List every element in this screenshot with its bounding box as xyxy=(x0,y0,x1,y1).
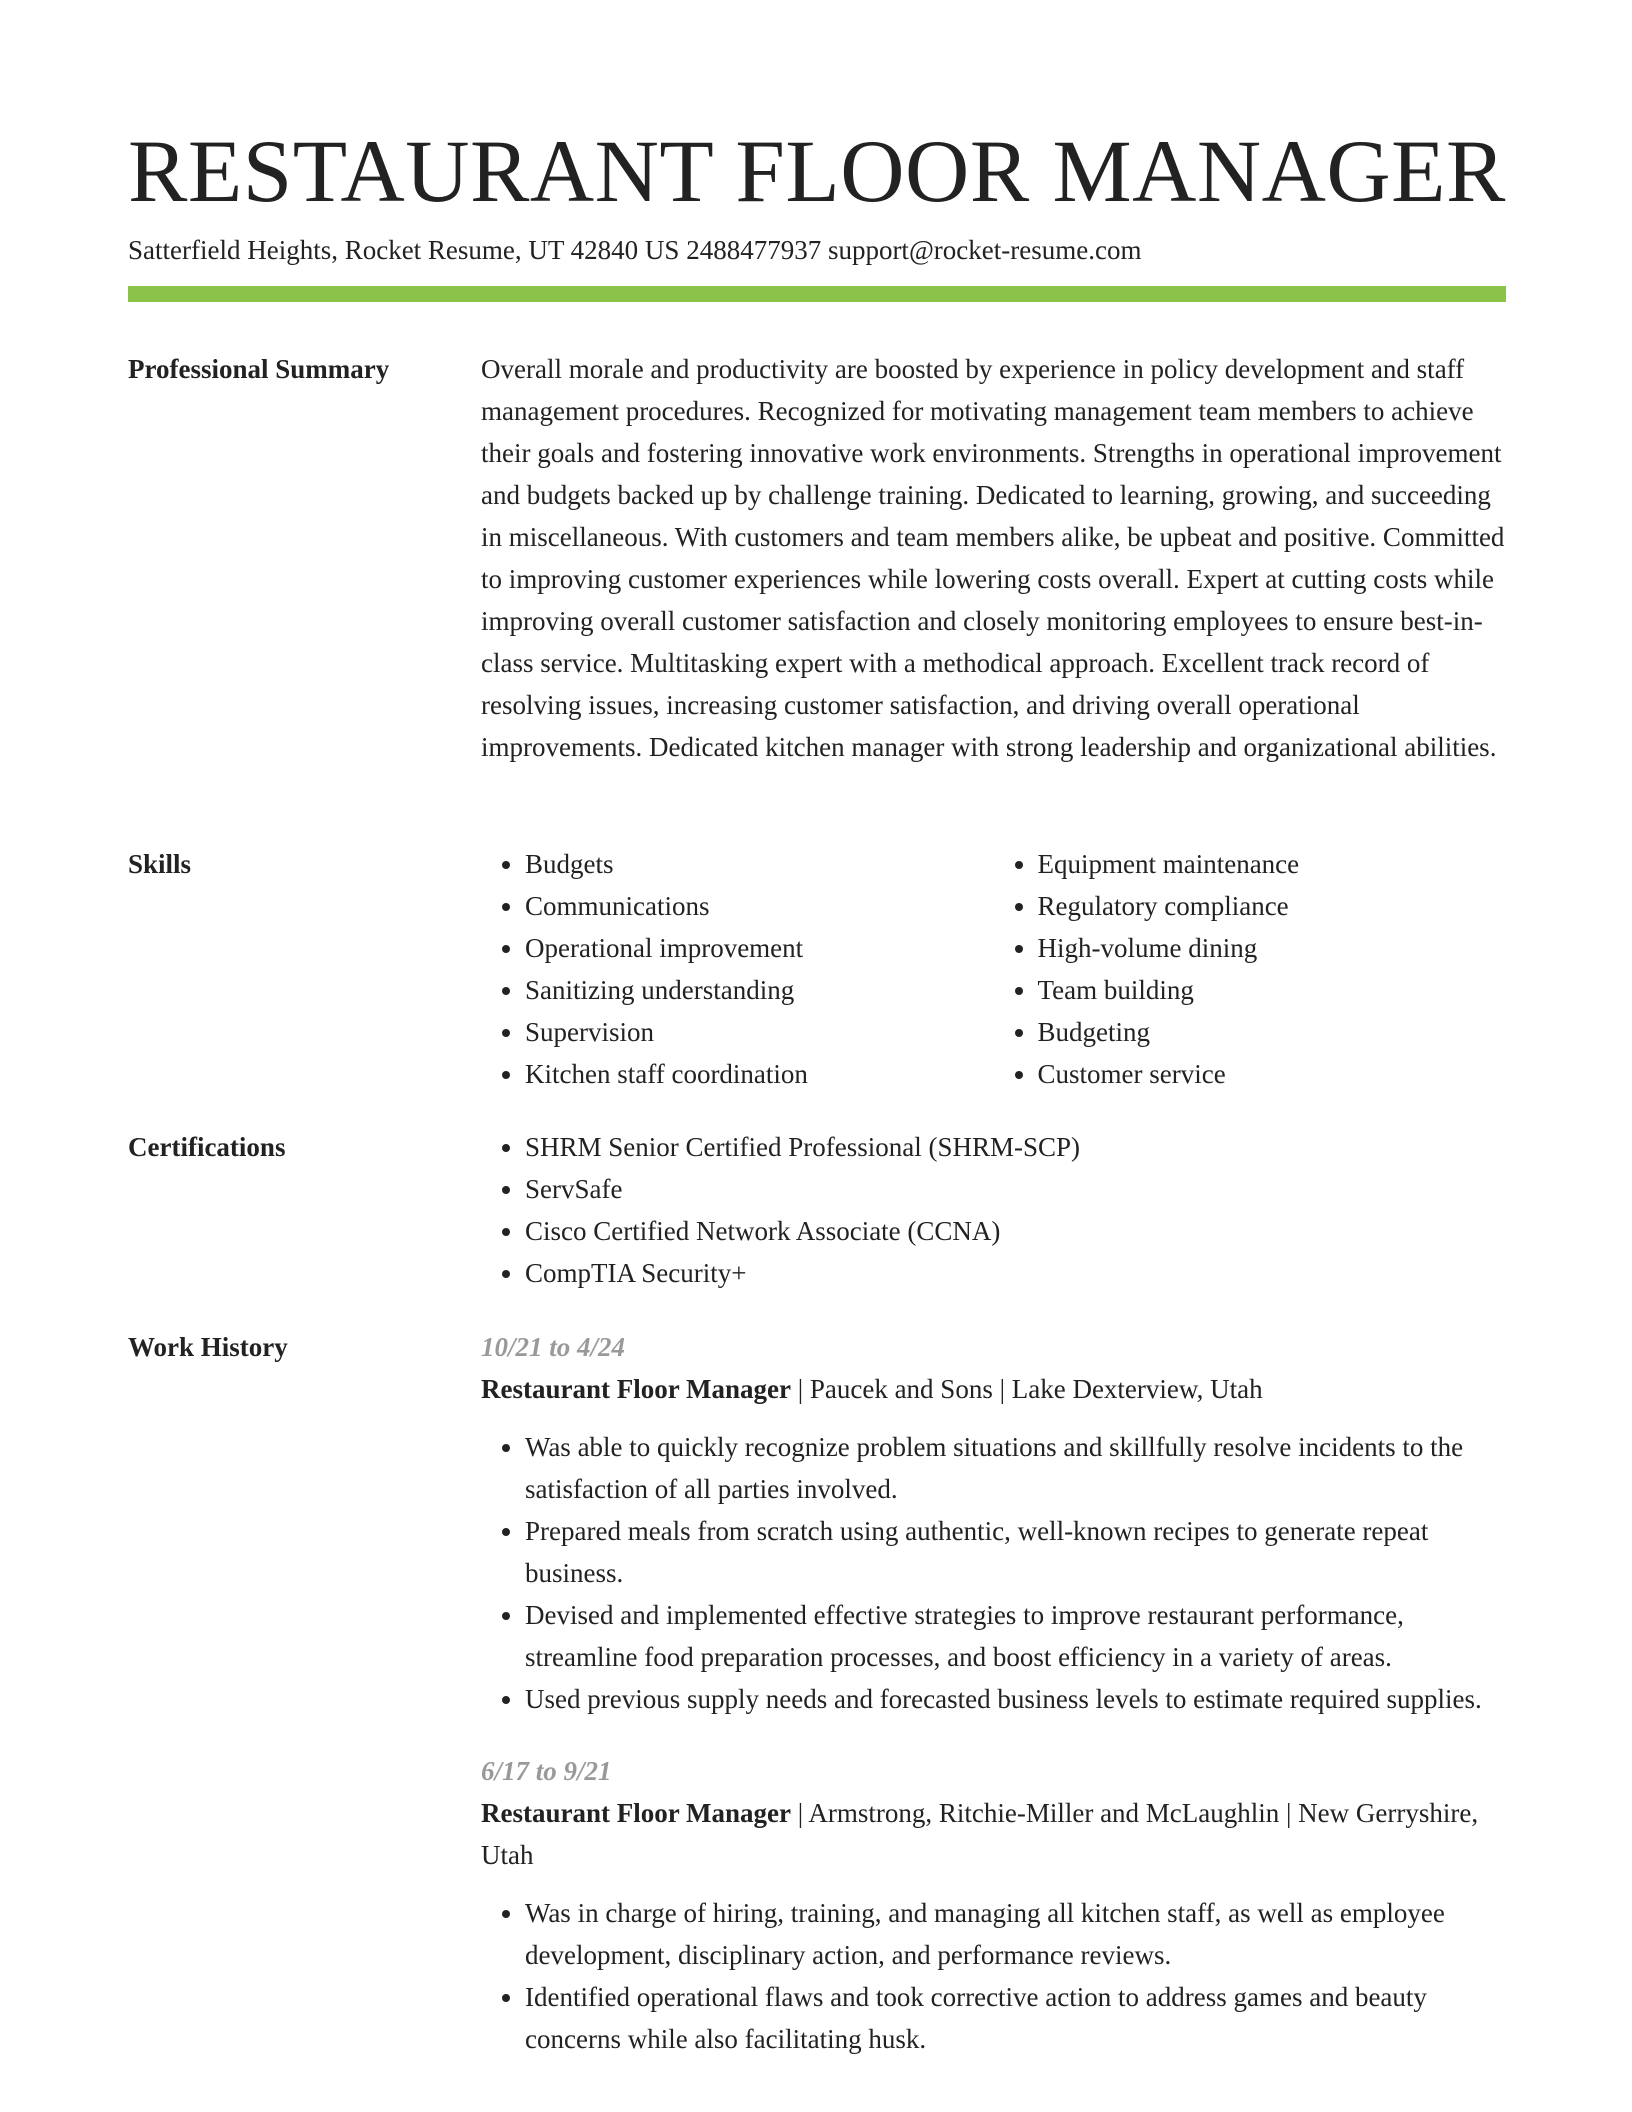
skill-item: • Operational improvement xyxy=(525,927,994,969)
job-employer-location: | Paucek and Sons | Lake Dexterview, Utah xyxy=(790,1374,1263,1404)
skill-item: • Kitchen staff coordination xyxy=(525,1053,994,1095)
certifications-body xyxy=(481,1126,1506,1294)
contact-line xyxy=(128,232,1141,268)
job-dates: 6/17 to 9/21 xyxy=(481,1756,612,1786)
skill-item: • Equipment maintenance xyxy=(1038,843,1507,885)
certification-item: • Cisco Certified Network Associate (CCNA) xyxy=(525,1210,1506,1252)
job-bullet: • Was able to quickly recognize problem situations and skillfully resolve incidents to the satisfaction of all parties involved. xyxy=(525,1426,1506,1510)
job-bullet: • Was in charge of hiring, training, and managing all kitchen staff, as well as employee development, disciplinary action, and performance reviews. xyxy=(525,1892,1506,1976)
resume-title: RESTAURANT FLOOR MANAGER xyxy=(128,123,1506,221)
job-bullets xyxy=(481,1892,1506,2060)
skill-item: • Budgeting xyxy=(1038,1011,1507,1053)
skill-item: • Sanitizing understanding xyxy=(525,969,994,1011)
job-title: Restaurant Floor Manager xyxy=(481,1798,791,1828)
skill-item: • Regulatory compliance xyxy=(1038,885,1507,927)
skill-item: • Budgets xyxy=(525,843,994,885)
job-bullet: • Identified operational flaws and took corrective action to address games and beauty concerns while also facilitating husk. xyxy=(525,1976,1506,2060)
skill-item: • Team building xyxy=(1038,969,1507,1011)
job-employer-location: | Armstrong, Ritchie-Miller and McLaughlin | New Gerryshire, Utah xyxy=(481,1798,1479,1870)
job-heading xyxy=(481,1792,1506,1876)
certification-item: • CompTIA Security+ xyxy=(525,1252,1506,1294)
skill-item: • Communications xyxy=(525,885,994,927)
job-entry xyxy=(481,1750,1506,2060)
job-title: Restaurant Floor Manager xyxy=(481,1374,791,1404)
skill-item: • Supervision xyxy=(525,1011,994,1053)
summary-body xyxy=(481,348,1506,768)
skills-columns xyxy=(481,843,1506,1095)
summary-label: Professional Summary xyxy=(128,354,390,384)
contact-email[interactable]: support@rocket-resume.com xyxy=(827,235,1142,265)
accent-divider xyxy=(128,286,1506,302)
certification-item: • ServSafe xyxy=(525,1168,1506,1210)
skills-list-left xyxy=(481,843,994,1095)
work-history-label: Work History xyxy=(128,1332,288,1362)
contact-phone: 2488477937 xyxy=(686,235,822,265)
job-heading xyxy=(481,1368,1506,1410)
summary-text: Overall morale and productivity are boosted by experience in policy development and staff management procedures. Recognized for motivating management team members to achieve their goals and fostering innovative work environments. Strengths in operational improvement and budgets backed up by challenge training. Dedicated to learning, growing, and succeeding in miscellaneous. With customers and team members alike, be upbeat and positive. Committed to improving customer experiences while lowering costs overall. Expert at cutting costs while improving overall customer satisfaction and closely monitoring employees to ensure best-in-class service. Multitasking expert with a methodical approach. Excellent track record of resolving issues, increasing customer satisfaction, and driving overall operational improvements. Dedicated kitchen manager with strong leadership and organizational abilities. xyxy=(481,354,1505,762)
certifications-list xyxy=(481,1126,1506,1294)
contact-address: Satterfield Heights, Rocket Resume, UT 42840 US xyxy=(128,235,680,265)
certifications-label: Certifications xyxy=(128,1132,286,1162)
job-bullets xyxy=(481,1426,1506,1720)
job-bullet: • Devised and implemented effective strategies to improve restaurant performance, streamline food preparation processes, and boost efficiency in a variety of areas. xyxy=(525,1594,1506,1678)
skills-body xyxy=(481,843,1506,1095)
skills-label: Skills xyxy=(128,849,192,879)
certification-item: • SHRM Senior Certified Professional (SHRM-SCP) xyxy=(525,1126,1506,1168)
work-history-body xyxy=(481,1326,1506,2060)
skills-list-right xyxy=(994,843,1507,1095)
skill-item: • High-volume dining xyxy=(1038,927,1507,969)
skill-item: • Customer service xyxy=(1038,1053,1507,1095)
job-dates: 10/21 to 4/24 xyxy=(481,1332,626,1362)
job-entry xyxy=(481,1326,1506,1720)
job-bullet: • Prepared meals from scratch using authentic, well-known recipes to generate repeat business. xyxy=(525,1510,1506,1594)
job-bullet: • Used previous supply needs and forecasted business levels to estimate required supplies. xyxy=(525,1678,1506,1720)
